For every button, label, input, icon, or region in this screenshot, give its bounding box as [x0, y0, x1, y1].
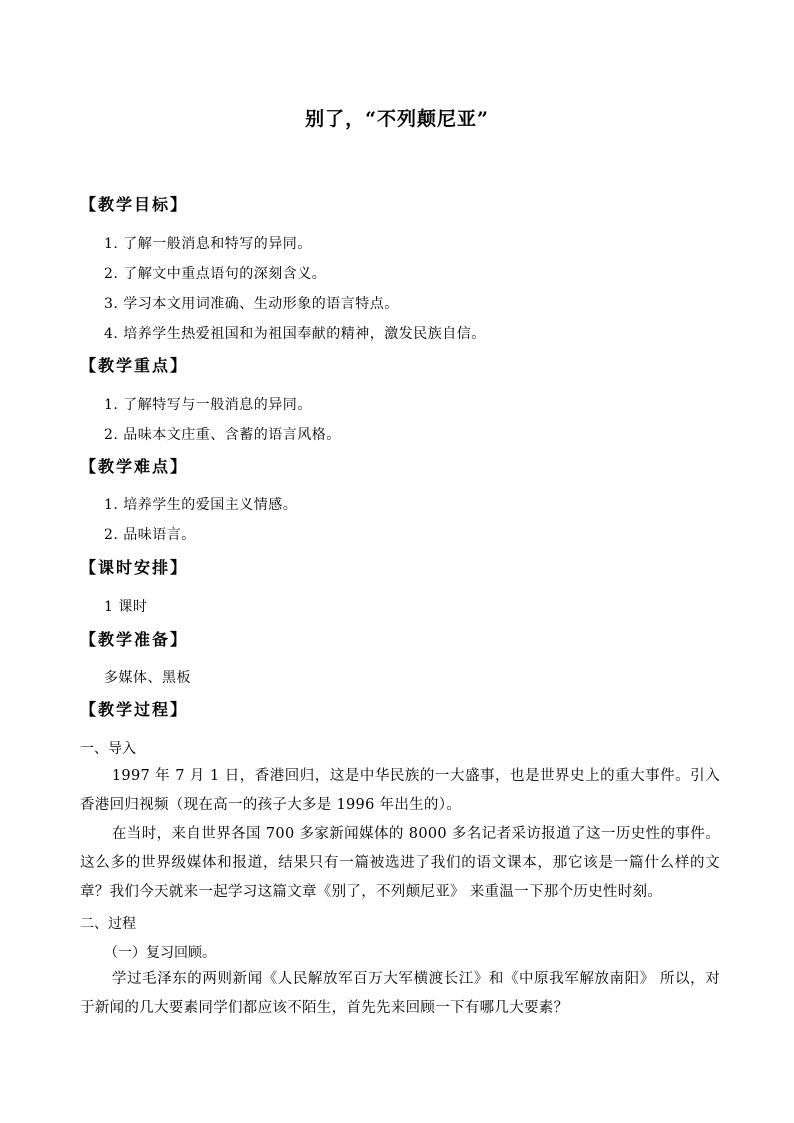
process-part2-label: 二、过程	[80, 916, 136, 932]
heading-schedule: 【课时安排】	[80, 558, 189, 577]
goal-item: 3. 学习本文用词准确、生动形象的语言特点。	[104, 296, 399, 312]
heading-teaching-goals: 【教学目标】	[80, 195, 189, 214]
process-part1-label: 一、导入	[80, 741, 136, 757]
process-part1-para1: 1997 年 7 月 1 日，香港回归，这是中华民族的一大盛事，也是世界史上的重大事件。引入香港回归视频（现在高一的孩子大多是 1996 年出生的）。	[80, 768, 720, 813]
difficulty-item: 2. 品味语言。	[104, 527, 196, 543]
process-part2-para1: 学过毛泽东的两则新闻《人民解放军百万大军横渡长江》和《中原我军解放南阳》 所以，对于新闻的几大要素同学们都应该不陌生，首先先来回顾一下有哪几大要素？	[80, 971, 720, 1016]
schedule-text: 1 课时	[104, 599, 148, 615]
heading-process: 【教学过程】	[80, 700, 189, 719]
preparation-text: 多媒体、黑板	[104, 670, 191, 686]
goal-item: 1. 了解一般消息和特写的异同。	[104, 236, 312, 252]
process-part2-sub1: （一）复习回顾。	[104, 945, 216, 961]
difficulty-item: 1. 培养学生的爱国主义情感。	[104, 497, 298, 513]
goal-item: 2. 了解文中重点语句的深刻含义。	[104, 266, 327, 282]
goal-item: 4. 培养学生热爱祖国和为祖国奉献的精神，激发民族自信。	[104, 326, 486, 342]
key-point-item: 2. 品味本文庄重、含蓄的语言风格。	[104, 427, 341, 443]
document-title: 别了，“不列颠尼亚”	[305, 108, 489, 130]
process-part1-para2: 在当时，来自世界各国 700 多家新闻媒体的 8000 多名记者采访报道了这一历史性的事件。这么多的世界级媒体和报道，结果只有一篇被选进了我们的语文课本，那它该是一篇什么样的文章？我们今天就来一起学习这篇文章《别了，不列颠尼亚》 来重温一下那个历史性时刻。	[80, 826, 720, 900]
heading-preparation: 【教学准备】	[80, 630, 189, 649]
heading-key-points: 【教学重点】	[80, 356, 189, 375]
key-point-item: 1. 了解特写与一般消息的异同。	[104, 397, 312, 413]
heading-difficulties: 【教学难点】	[80, 457, 189, 476]
